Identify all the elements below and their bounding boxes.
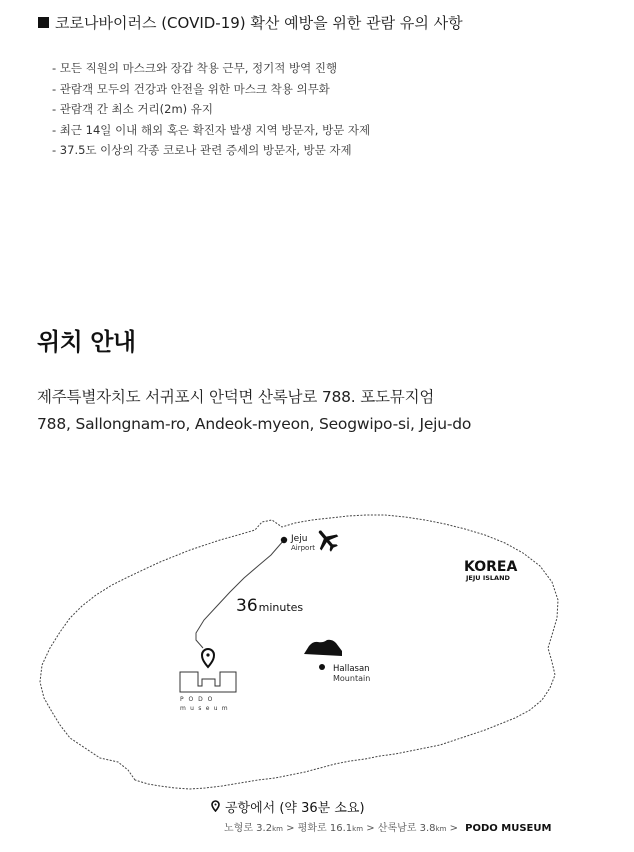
jeju-label: Jeju — [291, 534, 308, 544]
notice-item: - 37.5도 이상의 각종 코로나 관련 증세의 방문자, 방문 자제 — [52, 143, 352, 157]
hallasan-label: Hallasan — [333, 664, 370, 674]
island-outline — [40, 515, 558, 789]
notice-title — [38, 12, 463, 33]
route-detail — [224, 819, 551, 834]
jeju-island-label: JEJU ISLAND — [466, 574, 510, 582]
notice-title-text: 코로나바이러스 (COVID-19) 확산 예방을 위한 관람 유의 사항 — [55, 14, 463, 32]
route-seg-2: 평화로 16.1 — [297, 823, 353, 834]
address-korean: 제주특별자치도 서귀포시 안덕면 산록남로 788. 포도뮤지엄 — [37, 388, 435, 406]
location-title: 위치 안내 — [37, 328, 136, 356]
km-unit: km — [272, 825, 283, 833]
podo-museum-logo — [180, 672, 236, 712]
duration-unit: minutes — [258, 601, 304, 614]
notice-item: - 관람객 모두의 건강과 안전을 위한 마스크 착용 의무화 — [52, 81, 330, 96]
route-seg-1: 노형로 3.2 — [224, 823, 273, 834]
route-path — [196, 540, 284, 648]
mountain-label: Mountain — [333, 674, 371, 683]
address-block — [37, 384, 471, 438]
notice-list — [52, 58, 370, 161]
jeju-map — [0, 500, 634, 800]
hallasan-mountain-icon — [304, 640, 342, 656]
address-english: 788, Sallongnam-ro, Andeok-myeon, Seogwipo-si, Jeju-do — [37, 415, 472, 433]
route-arrow: > — [366, 823, 375, 834]
route-heading-text: 공항에서 (약 36분 소요) — [225, 801, 365, 816]
museum-logo-bottom: m u s e u m — [180, 705, 229, 712]
notice-item: - 관람객 간 최소 거리(2m) 유지 — [52, 102, 214, 116]
airport-label: Airport — [291, 544, 315, 552]
route-seg-3: 산록남로 3.8 — [377, 823, 436, 834]
korea-label: KOREA — [464, 559, 518, 575]
route-arrow: > — [286, 823, 295, 834]
duration-label — [236, 596, 303, 616]
notice-item: - 모든 직원의 마스크와 장갑 착용 근무, 정기적 방역 진행 — [52, 61, 338, 75]
route-destination: PODO MUSEUM — [465, 823, 552, 834]
square-bullet-icon — [38, 17, 49, 28]
km-unit: km — [352, 825, 364, 833]
notice-item: - 최근 14일 이내 해외 혹은 확진자 발생 지역 방문자, 방문 자제 — [52, 122, 371, 137]
route-heading — [209, 797, 365, 816]
hallasan-dot — [319, 664, 325, 670]
location-pin-icon — [202, 649, 214, 667]
location-pin-icon — [209, 800, 221, 815]
museum-logo-top: P O D O — [180, 696, 214, 703]
km-unit: km — [435, 825, 447, 833]
route-arrow: > — [449, 823, 458, 834]
airplane-icon — [311, 524, 343, 556]
duration-number: 36 — [236, 596, 258, 616]
jeju-airport-dot — [281, 537, 287, 543]
